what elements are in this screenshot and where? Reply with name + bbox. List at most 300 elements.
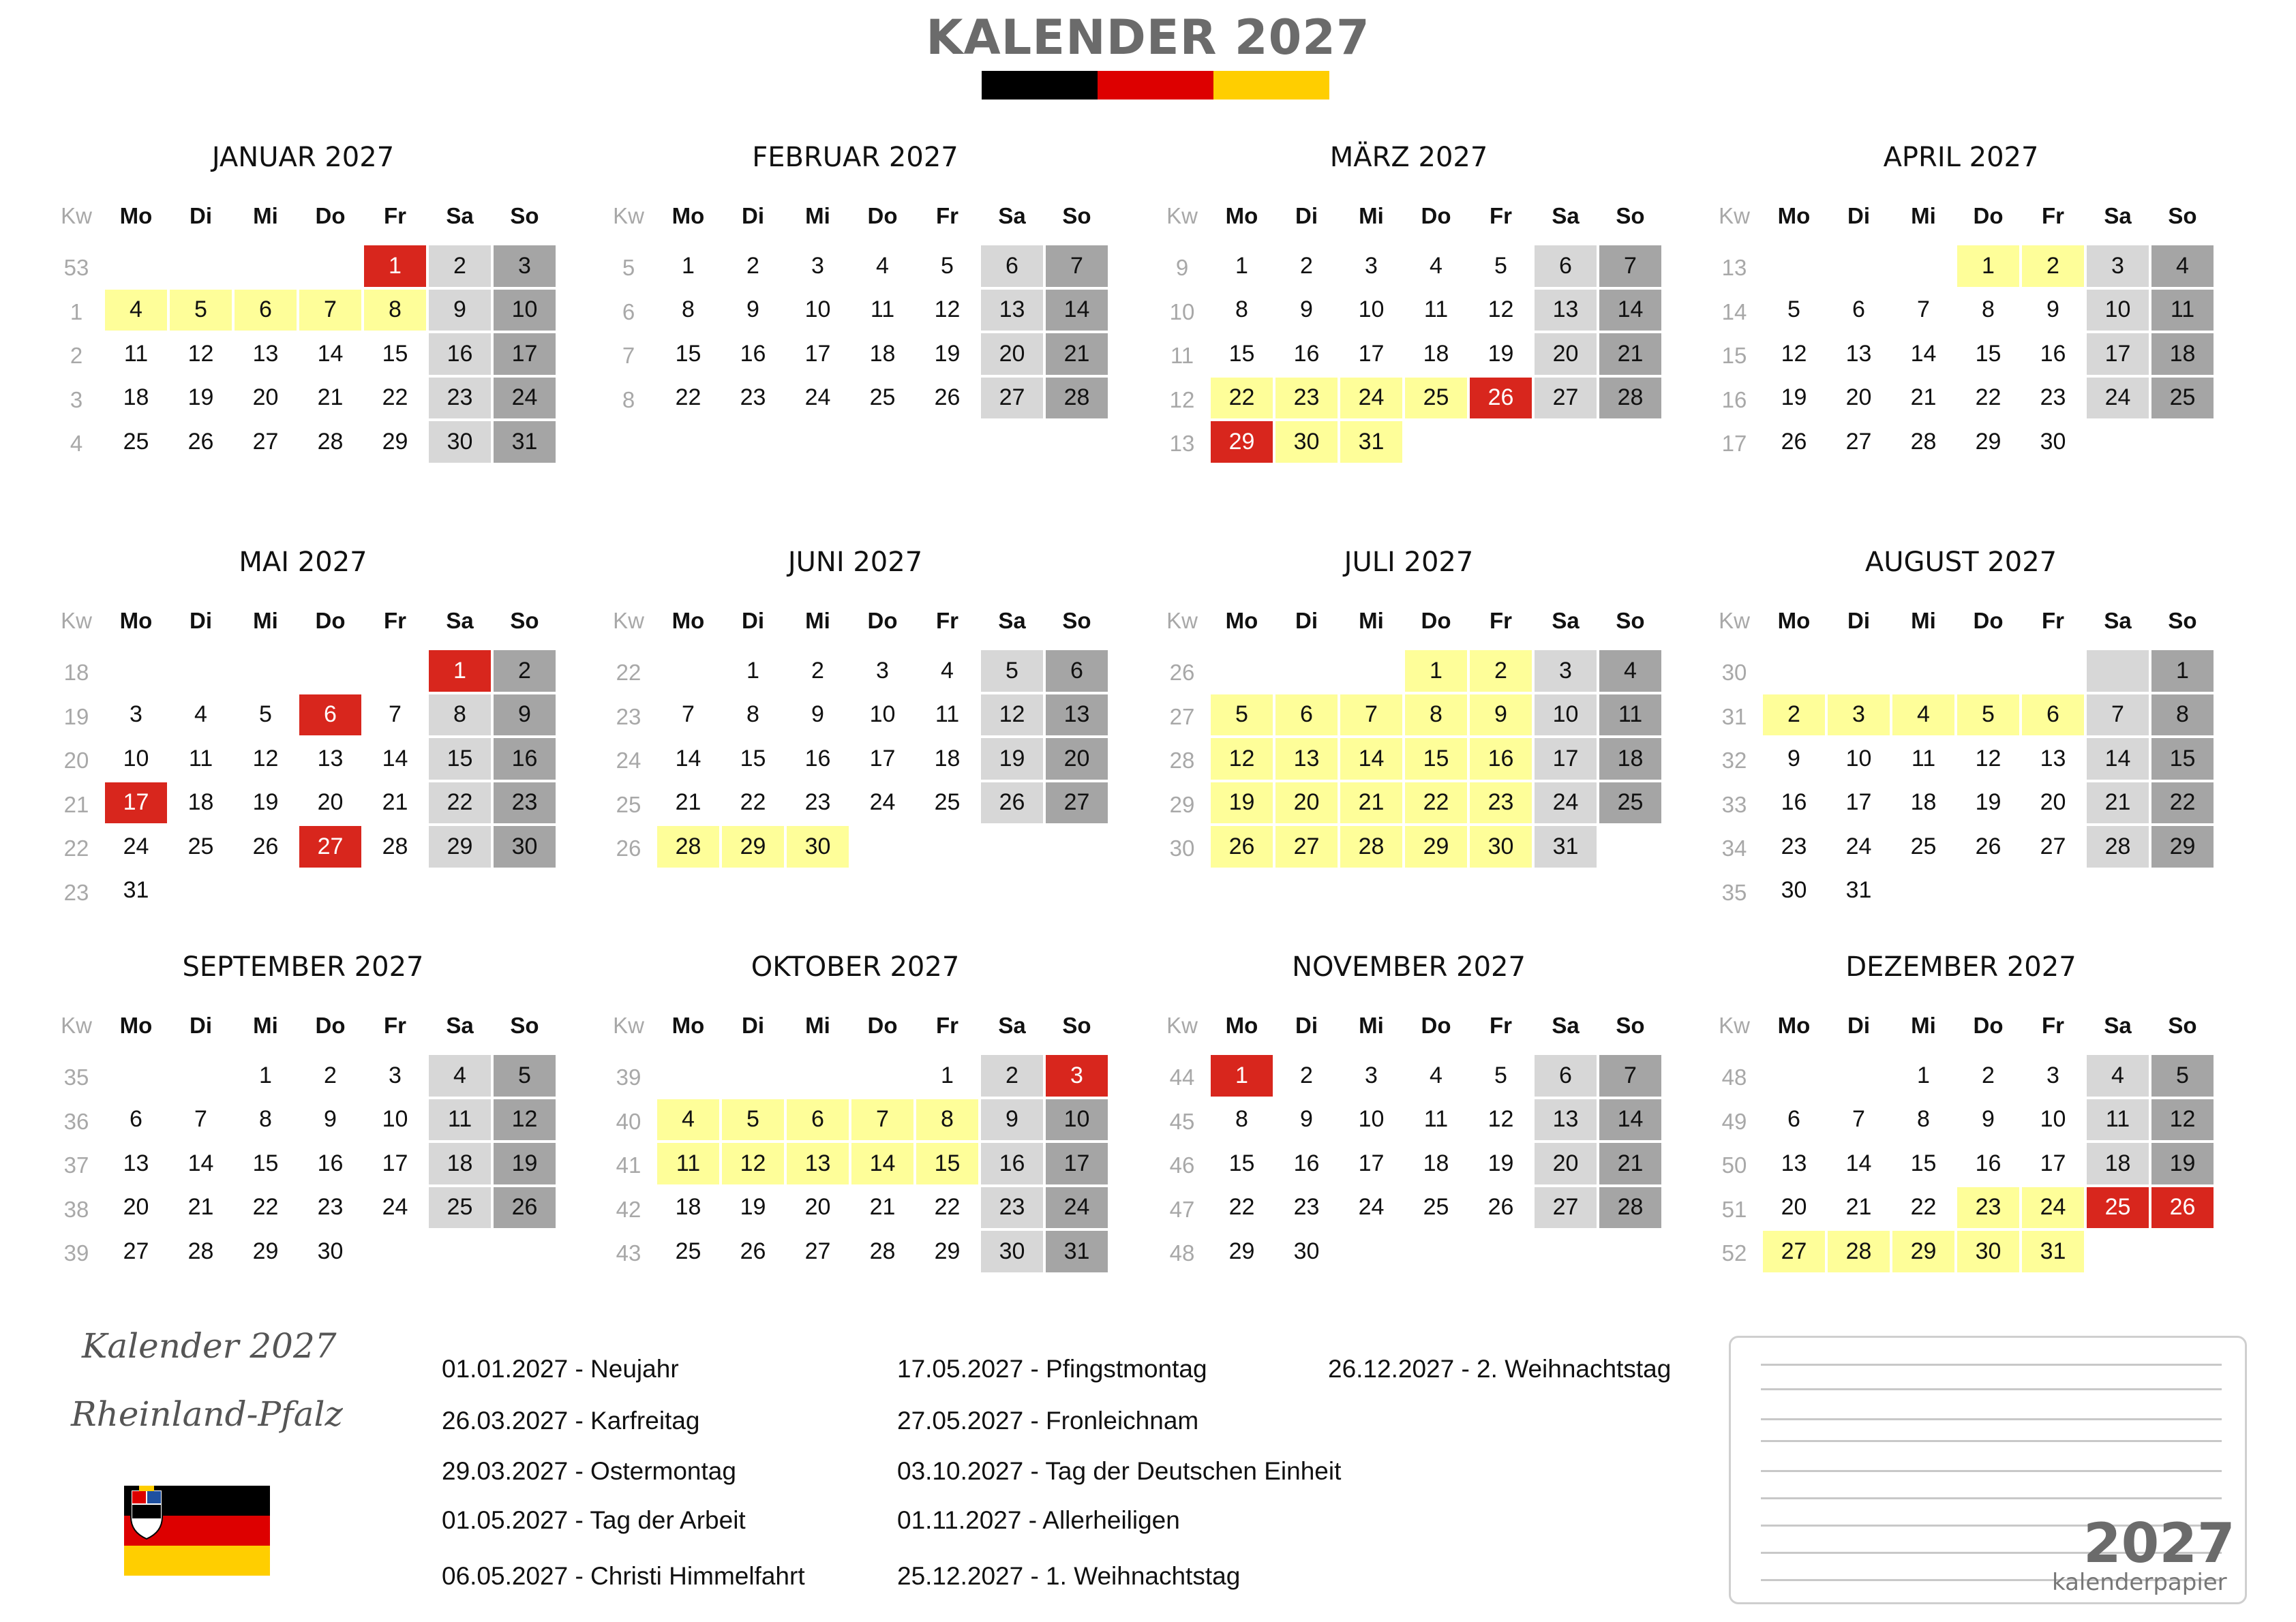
empty-saturday-cell <box>2087 650 2149 692</box>
day-cell: 6 <box>235 290 297 331</box>
weekday-header: Do <box>867 608 898 633</box>
kw-number: 33 <box>1721 791 1747 817</box>
day-cell: 10 <box>1535 694 1597 736</box>
day-cell: 13 <box>1046 694 1108 736</box>
day-cell: 18 <box>1599 738 1661 780</box>
kw-number: 3 <box>70 386 83 412</box>
kw-header: Kw <box>61 203 92 228</box>
kw-number: 18 <box>63 660 89 685</box>
holiday-entry: 01.05.2027 - Tag der Arbeit <box>442 1506 746 1534</box>
kw-number: 26 <box>616 836 641 861</box>
day-cell: 17 <box>2087 333 2149 375</box>
day-cell: 30 <box>1781 877 1807 904</box>
month-11 <box>1155 951 1663 1333</box>
day-cell: 4 <box>429 1055 491 1097</box>
day-cell: 24 <box>1340 378 1402 419</box>
day-cell: 14 <box>1599 1099 1661 1141</box>
month-title: NOVEMBER 2027 <box>1292 951 1526 983</box>
day-cell: 10 <box>2087 290 2149 331</box>
day-cell: 1 <box>364 245 426 287</box>
day-cell: 19 <box>740 1194 766 1221</box>
day-cell: 3 <box>811 252 824 279</box>
day-cell: 23 <box>804 789 831 816</box>
day-cell: 5 <box>494 1055 556 1097</box>
day-cell: 7 <box>194 1106 207 1133</box>
kw-header: Kw <box>1719 608 1750 633</box>
weekday-header: Fr <box>2042 1013 2064 1038</box>
day-cell: 18 <box>934 745 961 771</box>
day-cell: 7 <box>851 1099 913 1141</box>
weekday-header: Sa <box>446 203 474 228</box>
day-cell: 11 <box>188 745 213 771</box>
month-12 <box>1707 951 2215 1333</box>
day-cell: 31 <box>1845 877 1872 904</box>
day-cell: 30 <box>494 826 556 868</box>
kw-number: 35 <box>63 1065 89 1090</box>
weekday-header: Mi <box>1359 608 1384 633</box>
day-cell: 16 <box>494 738 556 780</box>
day-cell: 21 <box>1599 333 1661 375</box>
day-cell: 7 <box>2087 694 2149 736</box>
day-cell: 12 <box>1487 296 1514 323</box>
weekday-header: Di <box>1295 203 1318 228</box>
day-cell: 11 <box>870 296 895 323</box>
day-cell: 9 <box>494 694 556 736</box>
holiday-entry: 01.11.2027 - Allerheiligen <box>897 1506 1180 1534</box>
day-cell: 22 <box>740 789 766 816</box>
day-cell: 8 <box>364 290 426 331</box>
day-cell: 26 <box>934 384 961 411</box>
kw-header: Kw <box>1166 608 1198 633</box>
day-cell: 20 <box>2040 789 2066 816</box>
day-cell: 2 <box>1470 650 1532 692</box>
flag-stripe-red <box>1098 71 1213 100</box>
day-cell: 7 <box>1599 1055 1661 1097</box>
month-1 <box>49 142 557 523</box>
day-cell: 5 <box>1494 252 1507 279</box>
day-cell: 20 <box>1845 384 1872 411</box>
day-cell: 27 <box>252 428 279 455</box>
day-cell: 15 <box>916 1143 978 1184</box>
day-cell: 24 <box>804 384 831 411</box>
kw-number: 38 <box>63 1196 89 1222</box>
day-cell: 4 <box>2151 245 2214 287</box>
day-cell: 6 <box>1852 296 1865 323</box>
day-cell: 3 <box>1828 694 1890 736</box>
day-cell: 4 <box>194 701 207 728</box>
weekday-header: So <box>1062 1013 1091 1038</box>
weekday-header: Do <box>1421 203 1451 228</box>
weekday-header: Di <box>190 608 212 633</box>
month-title: OKTOBER 2027 <box>751 951 960 983</box>
day-cell: 16 <box>1975 1150 2002 1176</box>
day-cell: 16 <box>317 1150 344 1176</box>
day-cell: 14 <box>382 745 408 771</box>
day-cell: 19 <box>1975 789 2002 816</box>
day-cell: 27 <box>299 826 361 868</box>
day-cell: 13 <box>123 1150 149 1176</box>
day-cell: 24 <box>1046 1187 1108 1229</box>
day-cell: 4 <box>941 657 954 684</box>
month-title: JUNI 2027 <box>787 547 923 578</box>
day-cell: 11 <box>1423 1106 1449 1133</box>
day-cell: 15 <box>382 340 408 367</box>
weekday-header: Mo <box>1777 203 1811 228</box>
day-cell: 31 <box>494 421 556 463</box>
kw-number: 23 <box>616 703 641 729</box>
month-title: DEZEMBER 2027 <box>1845 951 2076 983</box>
weekday-header: So <box>510 203 539 228</box>
day-cell: 30 <box>317 1238 344 1264</box>
day-cell: 13 <box>787 1143 849 1184</box>
day-cell: 2 <box>2022 245 2084 287</box>
day-cell: 25 <box>869 384 896 411</box>
day-cell: 18 <box>429 1143 491 1184</box>
holiday-entry: 17.05.2027 - Pfingstmontag <box>897 1355 1207 1383</box>
kw-number: 45 <box>1169 1108 1195 1134</box>
kw-number: 27 <box>1169 703 1195 729</box>
day-cell: 6 <box>981 245 1043 287</box>
note-line <box>1761 1364 2222 1366</box>
day-cell: 4 <box>876 252 889 279</box>
day-cell: 6 <box>1787 1106 1800 1133</box>
kw-number: 13 <box>1721 255 1747 280</box>
kw-number: 6 <box>622 299 635 324</box>
day-cell: 10 <box>494 290 556 331</box>
weekday-header: Do <box>867 203 898 228</box>
kw-number: 34 <box>1721 836 1747 861</box>
footer-script-state: Rheinland-Pfalz <box>71 1394 343 1434</box>
day-cell: 10 <box>123 745 149 771</box>
day-cell: 25 <box>2087 1187 2149 1229</box>
day-cell: 25 <box>1423 1194 1449 1221</box>
day-cell: 31 <box>1340 421 1402 463</box>
day-cell: 1 <box>1235 252 1248 279</box>
day-cell: 29 <box>1405 826 1467 868</box>
day-cell: 29 <box>252 1238 279 1264</box>
day-cell: 31 <box>2022 1231 2084 1272</box>
day-cell: 22 <box>252 1194 279 1221</box>
day-cell: 21 <box>317 384 344 411</box>
kw-header: Kw <box>61 1013 92 1038</box>
day-cell: 11 <box>1599 694 1661 736</box>
day-cell: 23 <box>2040 384 2066 411</box>
day-cell: 7 <box>1852 1106 1865 1133</box>
day-cell: 30 <box>1293 1238 1320 1264</box>
day-cell: 10 <box>2040 1106 2066 1133</box>
day-cell: 2 <box>429 245 491 287</box>
kw-number: 14 <box>1721 299 1747 324</box>
rheinland-pfalz-flag-icon <box>124 1486 270 1576</box>
kw-number: 40 <box>616 1108 641 1134</box>
day-cell: 9 <box>811 701 824 728</box>
kw-number: 1 <box>70 299 83 324</box>
day-cell: 5 <box>1494 1062 1507 1088</box>
day-cell: 9 <box>1300 1106 1313 1133</box>
kw-number: 19 <box>63 703 89 729</box>
day-cell: 10 <box>1046 1099 1108 1141</box>
day-cell: 7 <box>1046 245 1108 287</box>
day-cell: 12 <box>722 1143 784 1184</box>
day-cell: 12 <box>187 340 214 367</box>
weekday-header: Fr <box>384 608 406 633</box>
day-cell: 8 <box>2151 694 2214 736</box>
day-cell: 20 <box>123 1194 149 1221</box>
day-cell: 12 <box>1487 1106 1514 1133</box>
day-cell: 8 <box>259 1106 272 1133</box>
day-cell: 12 <box>1211 738 1273 780</box>
day-cell: 23 <box>1781 833 1807 859</box>
weekday-header: So <box>1062 203 1091 228</box>
day-cell: 8 <box>429 694 491 736</box>
weekday-header: Di <box>742 1013 764 1038</box>
note-line <box>1761 1440 2222 1442</box>
weekday-header: Do <box>315 203 346 228</box>
day-cell: 7 <box>1917 296 1930 323</box>
weekday-header: Fr <box>384 1013 406 1038</box>
month-title: FEBRUAR 2027 <box>752 142 958 173</box>
day-cell: 22 <box>1975 384 2002 411</box>
day-cell: 21 <box>187 1194 214 1221</box>
day-cell: 25 <box>1405 378 1467 419</box>
day-cell: 13 <box>2040 745 2066 771</box>
day-cell: 27 <box>1845 428 1872 455</box>
weekday-header: Di <box>1847 1013 1870 1038</box>
day-cell: 25 <box>1910 833 1937 859</box>
kw-number: 11 <box>1170 343 1194 368</box>
month-8 <box>1707 547 2215 928</box>
day-cell: 9 <box>2046 296 2059 323</box>
day-cell: 15 <box>1910 1150 1937 1176</box>
day-cell: 15 <box>1405 738 1467 780</box>
day-cell: 3 <box>1046 1055 1108 1097</box>
day-cell: 4 <box>657 1099 719 1141</box>
day-cell: 18 <box>1910 789 1937 816</box>
day-cell: 11 <box>123 340 149 367</box>
month-title: MÄRZ 2027 <box>1329 142 1488 173</box>
day-cell: 17 <box>1358 1150 1385 1176</box>
day-cell: 14 <box>2087 738 2149 780</box>
day-cell: 14 <box>675 745 701 771</box>
month-7 <box>1155 547 1663 928</box>
day-cell: 16 <box>1293 340 1320 367</box>
day-cell: 14 <box>1599 290 1661 331</box>
flag-stripe-black <box>982 71 1098 100</box>
day-cell: 18 <box>869 340 896 367</box>
day-cell: 23 <box>494 782 556 824</box>
weekday-header: Fr <box>1490 203 1512 228</box>
day-cell: 12 <box>1975 745 2002 771</box>
weekday-header: Mi <box>1359 203 1384 228</box>
kw-number: 39 <box>616 1065 641 1090</box>
day-cell: 27 <box>1535 1187 1597 1229</box>
weekday-header: Sa <box>998 1013 1026 1038</box>
holiday-entry: 01.01.2027 - Neujahr <box>442 1355 679 1383</box>
day-cell: 19 <box>981 738 1043 780</box>
kw-header: Kw <box>61 608 92 633</box>
kw-number: 17 <box>1721 431 1747 456</box>
weekday-header: Sa <box>2104 1013 2132 1038</box>
day-cell: 4 <box>1430 252 1442 279</box>
kw-number: 25 <box>616 791 641 817</box>
month-5 <box>49 547 557 928</box>
day-cell: 18 <box>1423 340 1449 367</box>
note-line <box>1761 1388 2222 1390</box>
day-cell: 15 <box>252 1150 279 1176</box>
weekday-header: Do <box>867 1013 898 1038</box>
day-cell: 3 <box>389 1062 402 1088</box>
day-cell: 19 <box>1781 384 1807 411</box>
kw-number: 30 <box>1721 660 1747 685</box>
day-cell: 20 <box>981 333 1043 375</box>
weekday-header: Fr <box>384 203 406 228</box>
day-cell: 2 <box>324 1062 337 1088</box>
weekday-header: So <box>1616 1013 1645 1038</box>
day-cell: 11 <box>935 701 960 728</box>
day-cell: 30 <box>1957 1231 2019 1272</box>
day-cell: 11 <box>657 1143 719 1184</box>
day-cell: 14 <box>1910 340 1937 367</box>
day-cell: 15 <box>740 745 766 771</box>
weekday-header: Fr <box>1490 1013 1512 1038</box>
day-cell: 27 <box>804 1238 831 1264</box>
weekday-header: Fr <box>936 1013 958 1038</box>
day-cell: 29 <box>934 1238 961 1264</box>
day-cell: 24 <box>869 789 896 816</box>
kw-number: 48 <box>1721 1065 1747 1090</box>
weekday-header: Do <box>315 1013 346 1038</box>
day-cell: 13 <box>317 745 344 771</box>
day-cell: 8 <box>1235 1106 1248 1133</box>
day-cell: 14 <box>1046 290 1108 331</box>
day-cell: 7 <box>682 701 695 728</box>
day-cell: 12 <box>1781 340 1807 367</box>
day-cell: 21 <box>869 1194 896 1221</box>
day-cell: 17 <box>804 340 831 367</box>
day-cell: 13 <box>1781 1150 1807 1176</box>
kw-number: 50 <box>1721 1152 1747 1178</box>
weekday-header: Mo <box>119 203 153 228</box>
day-cell: 29 <box>1228 1238 1255 1264</box>
kw-header: Kw <box>1166 203 1198 228</box>
german-flag-bar <box>982 71 1329 100</box>
day-cell: 10 <box>804 296 831 323</box>
day-cell: 27 <box>1275 826 1338 868</box>
day-cell: 8 <box>916 1099 978 1141</box>
day-cell: 29 <box>1975 428 2002 455</box>
day-cell: 21 <box>2087 782 2149 824</box>
day-cell: 19 <box>1211 782 1273 824</box>
day-cell: 24 <box>382 1194 408 1221</box>
kw-header: Kw <box>1166 1013 1198 1038</box>
day-cell: 2 <box>1300 1062 1313 1088</box>
day-cell: 15 <box>429 738 491 780</box>
day-cell: 4 <box>1430 1062 1442 1088</box>
day-cell: 30 <box>429 421 491 463</box>
day-cell: 18 <box>2087 1143 2149 1184</box>
month-4 <box>1707 142 2215 523</box>
kw-number: 26 <box>1169 660 1195 685</box>
day-cell: 11 <box>429 1099 491 1141</box>
weekday-header: Di <box>1295 608 1318 633</box>
day-cell: 22 <box>1405 782 1467 824</box>
day-cell: 5 <box>1787 296 1800 323</box>
day-cell: 6 <box>1046 650 1108 692</box>
day-cell: 17 <box>494 333 556 375</box>
holiday-entry: 25.12.2027 - 1. Weihnachtstag <box>897 1562 1241 1590</box>
day-cell: 8 <box>1982 296 1995 323</box>
weekday-header: Mi <box>805 203 830 228</box>
day-cell: 28 <box>317 428 344 455</box>
day-cell: 22 <box>934 1194 961 1221</box>
day-cell: 20 <box>1781 1194 1807 1221</box>
weekday-header: Do <box>315 608 346 633</box>
kw-number: 52 <box>1721 1240 1747 1266</box>
day-cell: 29 <box>1892 1231 1954 1272</box>
day-cell: 8 <box>746 701 759 728</box>
day-cell: 1 <box>429 650 491 692</box>
day-cell: 1 <box>259 1062 272 1088</box>
footer-brand: kalenderpapier <box>2052 1569 2227 1596</box>
holiday-entry: 27.05.2027 - Fronleichnam <box>897 1407 1199 1435</box>
day-cell: 13 <box>252 340 279 367</box>
day-cell: 13 <box>1275 738 1338 780</box>
kw-number: 23 <box>63 879 89 905</box>
day-cell: 17 <box>1845 789 1872 816</box>
day-cell: 23 <box>1957 1187 2019 1229</box>
weekday-header: So <box>1616 608 1645 633</box>
weekday-header: Mo <box>671 608 705 633</box>
weekday-header: Mo <box>1777 1013 1811 1038</box>
weekday-header: So <box>2168 1013 2197 1038</box>
day-cell: 10 <box>869 701 896 728</box>
day-cell: 23 <box>1470 782 1532 824</box>
note-line <box>1761 1497 2222 1499</box>
day-cell: 4 <box>105 290 167 331</box>
month-9 <box>49 951 557 1333</box>
kw-number: 32 <box>1721 748 1747 773</box>
day-cell: 21 <box>1599 1143 1661 1184</box>
weekday-header: Do <box>1973 203 2004 228</box>
weekday-header: Mo <box>1225 203 1258 228</box>
day-cell: 24 <box>1358 1194 1385 1221</box>
day-cell: 12 <box>2151 1099 2214 1141</box>
kw-header: Kw <box>613 203 644 228</box>
day-cell: 4 <box>2087 1055 2149 1097</box>
day-cell: 13 <box>981 290 1043 331</box>
day-cell: 22 <box>675 384 701 411</box>
kw-number: 42 <box>616 1196 641 1222</box>
day-cell: 7 <box>299 290 361 331</box>
kw-number: 28 <box>1169 748 1195 773</box>
day-cell: 24 <box>123 833 149 859</box>
weekday-header: Mo <box>119 608 153 633</box>
day-cell: 22 <box>1910 1194 1937 1221</box>
day-cell: 28 <box>1599 378 1661 419</box>
kw-number: 49 <box>1721 1108 1747 1134</box>
day-cell: 10 <box>1845 745 1872 771</box>
weekday-header: Sa <box>2104 203 2132 228</box>
day-cell: 13 <box>1535 290 1597 331</box>
day-cell: 26 <box>1470 378 1532 419</box>
day-cell: 26 <box>252 833 279 859</box>
weekday-header: Mo <box>1225 608 1258 633</box>
day-cell: 21 <box>1910 384 1937 411</box>
kw-number: 7 <box>622 343 635 368</box>
holiday-entry: 06.05.2027 - Christi Himmelfahrt <box>442 1562 805 1590</box>
day-cell: 30 <box>1470 826 1532 868</box>
day-cell: 23 <box>317 1194 344 1221</box>
